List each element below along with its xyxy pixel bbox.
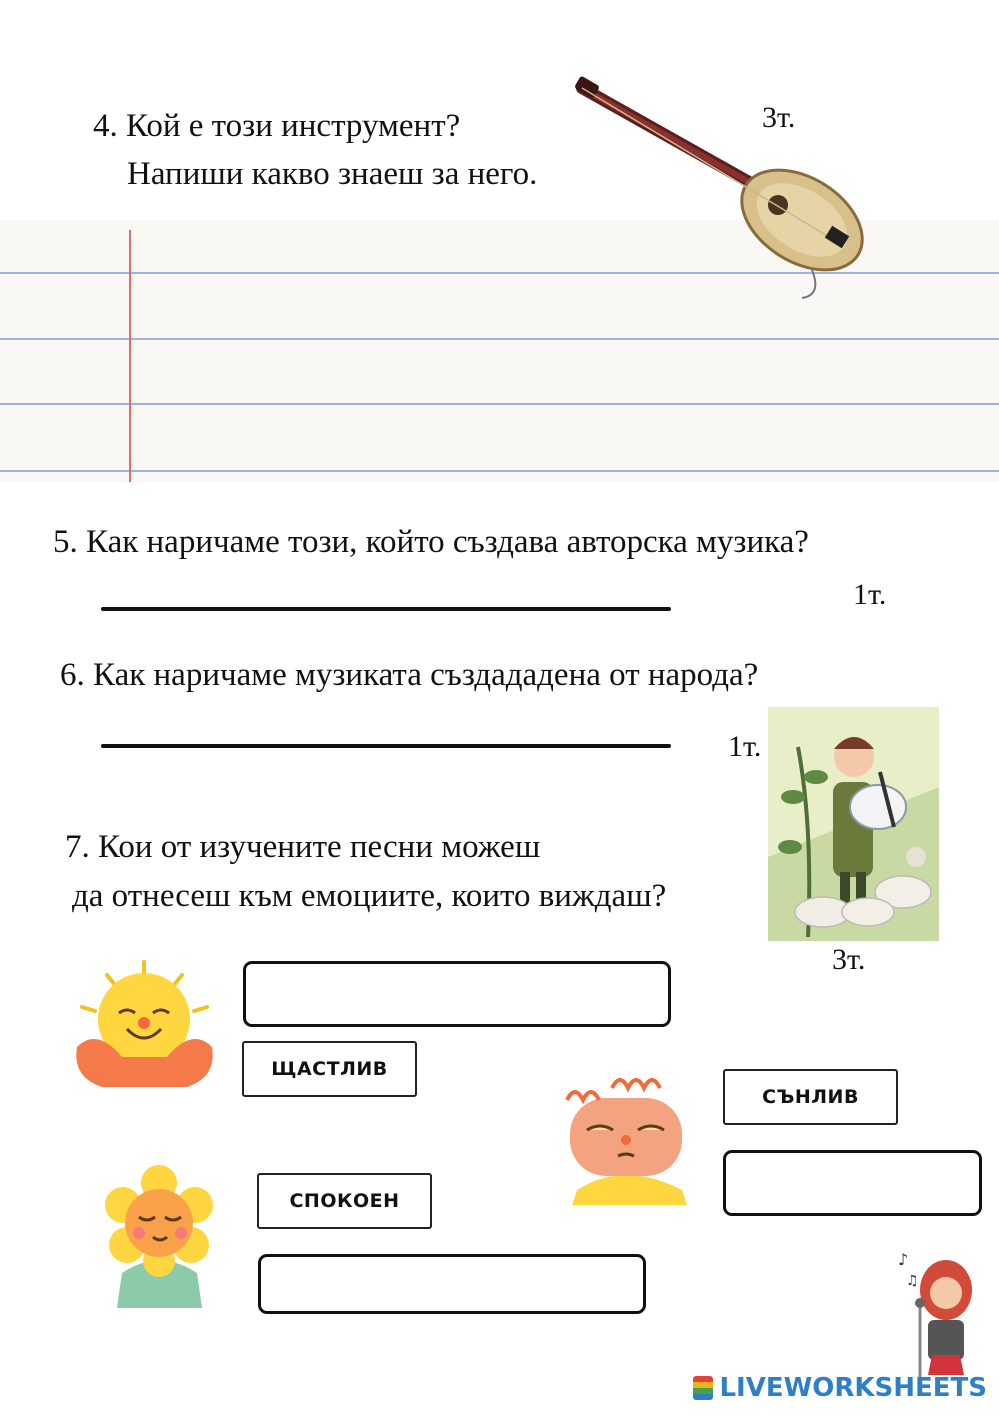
paper-line <box>0 403 999 405</box>
q5-text: 5. Как наричаме този, който създава авторска музика? <box>53 524 809 560</box>
q4-subtitle: Напиши какво знаеш за него. <box>127 156 538 192</box>
singer-avatar-icon <box>896 1245 976 1380</box>
paper-line <box>0 470 999 472</box>
sleepy-answer-box[interactable] <box>723 1150 982 1216</box>
paper-line <box>0 338 999 340</box>
q6-answer-line[interactable] <box>101 744 671 748</box>
q6-text: 6. Как наричаме музиката създададена от народа? <box>60 657 759 693</box>
happy-sun-icon <box>67 957 222 1092</box>
happy-label: ЩАСТЛИВ <box>242 1041 417 1097</box>
q5-points: 1т. <box>853 578 887 611</box>
svg-text:♫: ♫ <box>906 1273 919 1289</box>
q4-points: 3т. <box>762 101 796 134</box>
tambura-instrument-image <box>572 70 872 305</box>
q6-points: 1т. <box>728 730 762 763</box>
q5-answer-line[interactable] <box>101 607 671 611</box>
calm-answer-box[interactable] <box>258 1254 646 1314</box>
svg-text:♪: ♪ <box>898 1250 909 1269</box>
liveworksheets-badge-icon <box>693 1376 713 1400</box>
sleepy-face-icon <box>552 1070 697 1205</box>
sleepy-label: СЪНЛИВ <box>723 1069 898 1125</box>
q7-title: 7. Кои от изучените песни можеш <box>65 829 541 865</box>
happy-answer-box[interactable] <box>243 961 671 1027</box>
calm-label: СПОКОЕН <box>257 1173 432 1229</box>
calm-flower-icon <box>97 1163 222 1313</box>
q7-points: 3т. <box>832 943 866 976</box>
paper-margin-line <box>129 230 131 482</box>
q4-title: 4. Кой е този инструмент? <box>93 108 461 144</box>
q7-subtitle: да отнесеш към емоциите, които виждаш? <box>72 878 667 914</box>
liveworksheets-logo <box>693 1373 987 1403</box>
bagpiper-shepherd-image <box>768 707 939 941</box>
liveworksheets-wordmark: LIVEWORKSHEETS <box>719 1373 987 1403</box>
